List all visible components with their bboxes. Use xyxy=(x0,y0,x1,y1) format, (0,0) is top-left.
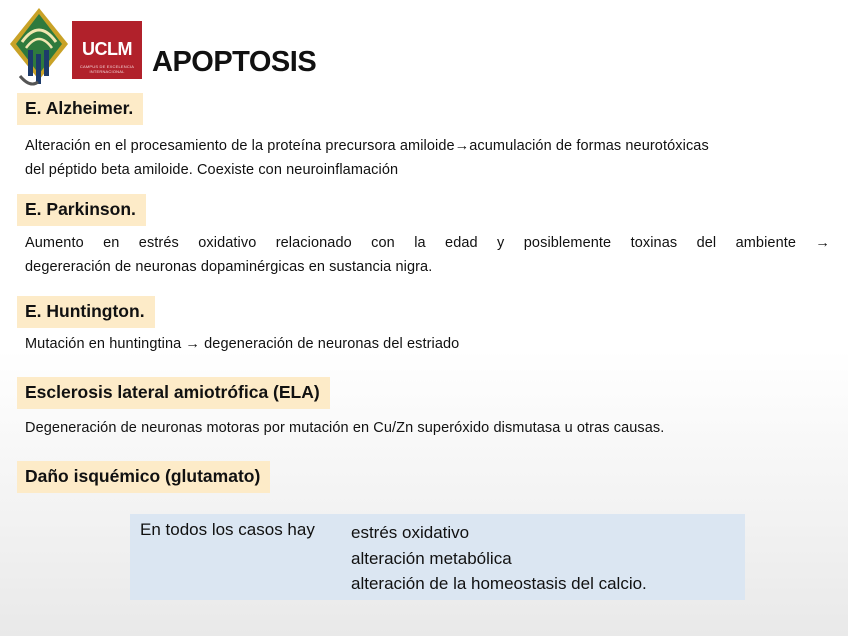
text-alzheimer-line-1: Alteración en el procesamiento de la proteína precursora amiloide→acumulación de formas neurotóxicas xyxy=(25,138,709,154)
text-ela: Degeneración de neuronas motoras por mutación en Cu/Zn superóxido dismutasa u otras causas. xyxy=(25,420,665,436)
text-parkinson-line-1: Aumento en estrés oxidativo relacionado con la edad y posiblemente toxinas del ambiente → xyxy=(25,235,830,251)
uclm-logo-subtitle: CAMPUS DE EXCELENCIA INTERNACIONAL xyxy=(79,64,135,74)
summary-item: alteración de la homeostasis del calcio. xyxy=(351,574,647,593)
uclm-logo xyxy=(72,21,142,79)
heading-ela: Esclerosis lateral amiotrófica (ELA) xyxy=(17,377,330,409)
heading-parkinson: E. Parkinson. xyxy=(17,194,146,226)
text-parkinson-line-2: degereración de neuronas dopaminérgicas en sustancia nigra. xyxy=(25,259,433,275)
text-parkinson xyxy=(25,231,830,279)
summary-box xyxy=(130,514,745,600)
summary-lead: En todos los casos hay xyxy=(140,520,315,539)
summary-item: estrés oxidativo xyxy=(351,523,470,542)
summary-items xyxy=(351,520,647,597)
heading-dano-isquemico: Daño isquémico (glutamato) xyxy=(17,461,270,493)
page-title: APOPTOSIS xyxy=(152,46,317,78)
text-alzheimer-line-2: del péptido beta amiloide. Coexiste con neuroinflamación xyxy=(25,162,399,178)
summary-item: alteración metabólica xyxy=(351,548,512,568)
heading-huntington: E. Huntington. xyxy=(17,296,155,328)
heading-alzheimer: E. Alzheimer. xyxy=(17,93,143,125)
institution-logo-icon xyxy=(8,6,70,90)
uclm-logo-text: UCLM xyxy=(82,39,132,59)
text-alzheimer xyxy=(25,134,830,182)
text-huntington: Mutación en huntingtina → degeneración de neuronas del estriado xyxy=(25,336,460,352)
